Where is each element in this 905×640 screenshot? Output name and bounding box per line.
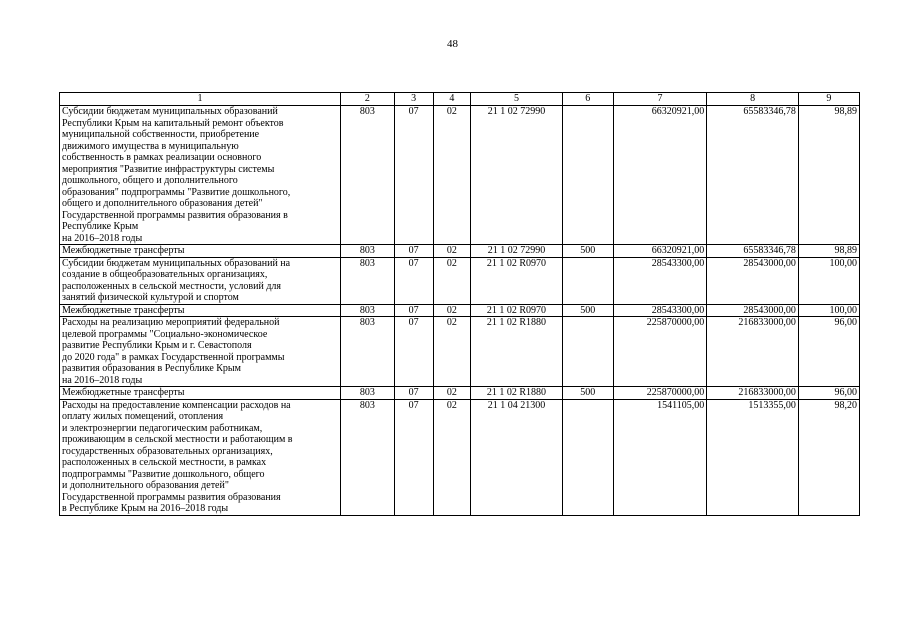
- column-header-1: 1: [60, 93, 341, 106]
- row-name-line: проживающим в сельской местности и работающим в: [62, 434, 293, 445]
- row-name-line: занятий физической культурой и спортом: [62, 292, 239, 303]
- table-row: [60, 257, 860, 304]
- cell-target-article: 21 1 02 72990: [471, 106, 563, 245]
- cell-subsection: 02: [433, 245, 471, 258]
- cell-section: 07: [394, 106, 433, 245]
- cell-gov-code: 803: [340, 399, 394, 515]
- cell-execution-percent: 98,89: [798, 245, 859, 258]
- row-name: [60, 317, 341, 387]
- cell-expense-type: 500: [562, 304, 613, 317]
- cell-expense-type: [562, 257, 613, 304]
- cell-gov-code: 803: [340, 245, 394, 258]
- cell-subsection: 02: [433, 304, 471, 317]
- row-name-line: до 2020 года" в рамках Государственной программы: [62, 351, 285, 363]
- table-row: [60, 387, 860, 400]
- table-row: [60, 304, 860, 317]
- cell-executed-amount: 216833000,00: [707, 317, 799, 387]
- cell-planned-amount: 28543300,00: [613, 304, 707, 317]
- row-name-line: и дополнительного образования детей": [62, 480, 229, 491]
- cell-gov-code: 803: [340, 304, 394, 317]
- row-name-line: расположенных в сельской местности, условий для: [62, 280, 282, 292]
- table-row: [60, 317, 860, 387]
- cell-execution-percent: 100,00: [798, 257, 859, 304]
- row-name-line: подпрограммы "Развитие дошкольного, общего: [62, 468, 265, 480]
- cell-target-article: 21 1 02 R0970: [471, 304, 563, 317]
- column-header-3: 3: [394, 93, 433, 106]
- row-name: [60, 245, 341, 258]
- cell-subsection: 02: [433, 317, 471, 387]
- row-name-line: Субсидии бюджетам муниципальных образований на: [62, 257, 291, 269]
- row-name-line: Межбюджетные трансферты: [62, 245, 185, 256]
- budget-table: [59, 92, 860, 516]
- column-header-7: 7: [613, 93, 707, 106]
- row-name-line: мероприятия "Развитие инфраструктуры системы: [62, 163, 275, 175]
- row-name-line: муниципальной собственности, приобретение: [62, 129, 260, 140]
- row-name-line: Межбюджетные трансферты: [62, 304, 185, 316]
- cell-target-article: 21 1 02 R1880: [471, 317, 563, 387]
- cell-executed-amount: 1513355,00: [707, 399, 799, 515]
- cell-subsection: 02: [433, 257, 471, 304]
- row-name-line: Республике Крым: [62, 221, 139, 232]
- row-name-line: Межбюджетные трансферты: [62, 387, 185, 398]
- cell-expense-type: 500: [562, 387, 613, 400]
- row-name-line: Расходы на реализацию мероприятий федеральной: [62, 317, 280, 328]
- row-name: [60, 257, 341, 304]
- cell-target-article: 21 1 02 R1880: [471, 387, 563, 400]
- row-name-line: собственность в рамках реализации основного: [62, 152, 262, 163]
- cell-execution-percent: 96,00: [798, 317, 859, 387]
- cell-executed-amount: 216833000,00: [707, 387, 799, 400]
- row-name-line: целевой программы "Социально-экономическое: [62, 328, 268, 340]
- row-name-line: расположенных в сельской местности, в рамках: [62, 457, 267, 468]
- cell-expense-type: [562, 106, 613, 245]
- row-name: [60, 399, 341, 515]
- page-number: 48: [447, 38, 458, 50]
- row-name-line: дошкольного, общего и дополнительного: [62, 175, 238, 186]
- cell-gov-code: 803: [340, 387, 394, 400]
- cell-planned-amount: 28543300,00: [613, 257, 707, 304]
- cell-executed-amount: 28543000,00: [707, 257, 799, 304]
- table-body: [60, 106, 860, 516]
- cell-execution-percent: 96,00: [798, 387, 859, 400]
- cell-executed-amount: 28543000,00: [707, 304, 799, 317]
- column-header-9: 9: [798, 93, 859, 106]
- cell-expense-type: [562, 399, 613, 515]
- cell-gov-code: 803: [340, 257, 394, 304]
- cell-executed-amount: 65583346,78: [707, 245, 799, 258]
- row-name-line: в Республике Крым на 2016–2018 годы: [62, 503, 229, 514]
- cell-target-article: 21 1 02 72990: [471, 245, 563, 258]
- table-row: [60, 245, 860, 258]
- row-name-line: Государственной программы развития образования в: [62, 209, 288, 221]
- cell-executed-amount: 65583346,78: [707, 106, 799, 245]
- row-name-line: развитие Республики Крым и г. Севастополя: [62, 340, 252, 351]
- row-name-line: Расходы на предоставление компенсации расходов на: [62, 399, 291, 411]
- cell-subsection: 02: [433, 387, 471, 400]
- cell-gov-code: 803: [340, 106, 394, 245]
- cell-section: 07: [394, 399, 433, 515]
- cell-target-article: 21 1 02 R0970: [471, 257, 563, 304]
- row-name: [60, 304, 341, 317]
- cell-target-article: 21 1 04 21300: [471, 399, 563, 515]
- cell-planned-amount: 1541105,00: [613, 399, 707, 515]
- row-name-line: Государственной программы развития образования: [62, 491, 281, 503]
- row-name-line: и электроэнергии педагогическим работникам,: [62, 422, 263, 434]
- cell-section: 07: [394, 257, 433, 304]
- row-name-line: образования" подпрограммы "Развитие дошкольного,: [62, 186, 291, 198]
- row-name: [60, 106, 341, 245]
- cell-planned-amount: 225870000,00: [613, 317, 707, 387]
- cell-planned-amount: 66320921,00: [613, 245, 707, 258]
- row-name-line: общего и дополнительного образования детей": [62, 198, 263, 209]
- cell-expense-type: 500: [562, 245, 613, 258]
- cell-execution-percent: 98,89: [798, 106, 859, 245]
- row-name: [60, 387, 341, 400]
- cell-planned-amount: 225870000,00: [613, 387, 707, 400]
- cell-section: 07: [394, 245, 433, 258]
- cell-expense-type: [562, 317, 613, 387]
- column-header-2: 2: [340, 93, 394, 106]
- row-name-line: создание в общеобразовательных организациях,: [62, 269, 268, 280]
- table-row: [60, 399, 860, 515]
- column-header-4: 4: [433, 93, 471, 106]
- row-name-line: движимого имущества в муниципальную: [62, 140, 239, 152]
- cell-section: 07: [394, 317, 433, 387]
- row-name-line: оплату жилых помещений, отопления: [62, 411, 224, 422]
- column-header-6: 6: [562, 93, 613, 106]
- cell-section: 07: [394, 304, 433, 317]
- cell-gov-code: 803: [340, 317, 394, 387]
- cell-section: 07: [394, 387, 433, 400]
- column-header-8: 8: [707, 93, 799, 106]
- row-name-line: Субсидии бюджетам муниципальных образований: [62, 106, 278, 117]
- table-row: [60, 106, 860, 245]
- row-name-line: Республики Крым на капитальный ремонт объектов: [62, 117, 284, 129]
- header-row: [60, 93, 860, 106]
- column-header-5: 5: [471, 93, 563, 106]
- cell-subsection: 02: [433, 399, 471, 515]
- row-name-line: на 2016–2018 годы: [62, 374, 143, 386]
- cell-planned-amount: 66320921,00: [613, 106, 707, 245]
- row-name-line: развития образования в Республике Крым: [62, 363, 241, 374]
- row-name-line: государственных образовательных организациях,: [62, 445, 273, 457]
- cell-execution-percent: 100,00: [798, 304, 859, 317]
- cell-subsection: 02: [433, 106, 471, 245]
- cell-execution-percent: 98,20: [798, 399, 859, 515]
- row-name-line: на 2016–2018 годы: [62, 232, 143, 244]
